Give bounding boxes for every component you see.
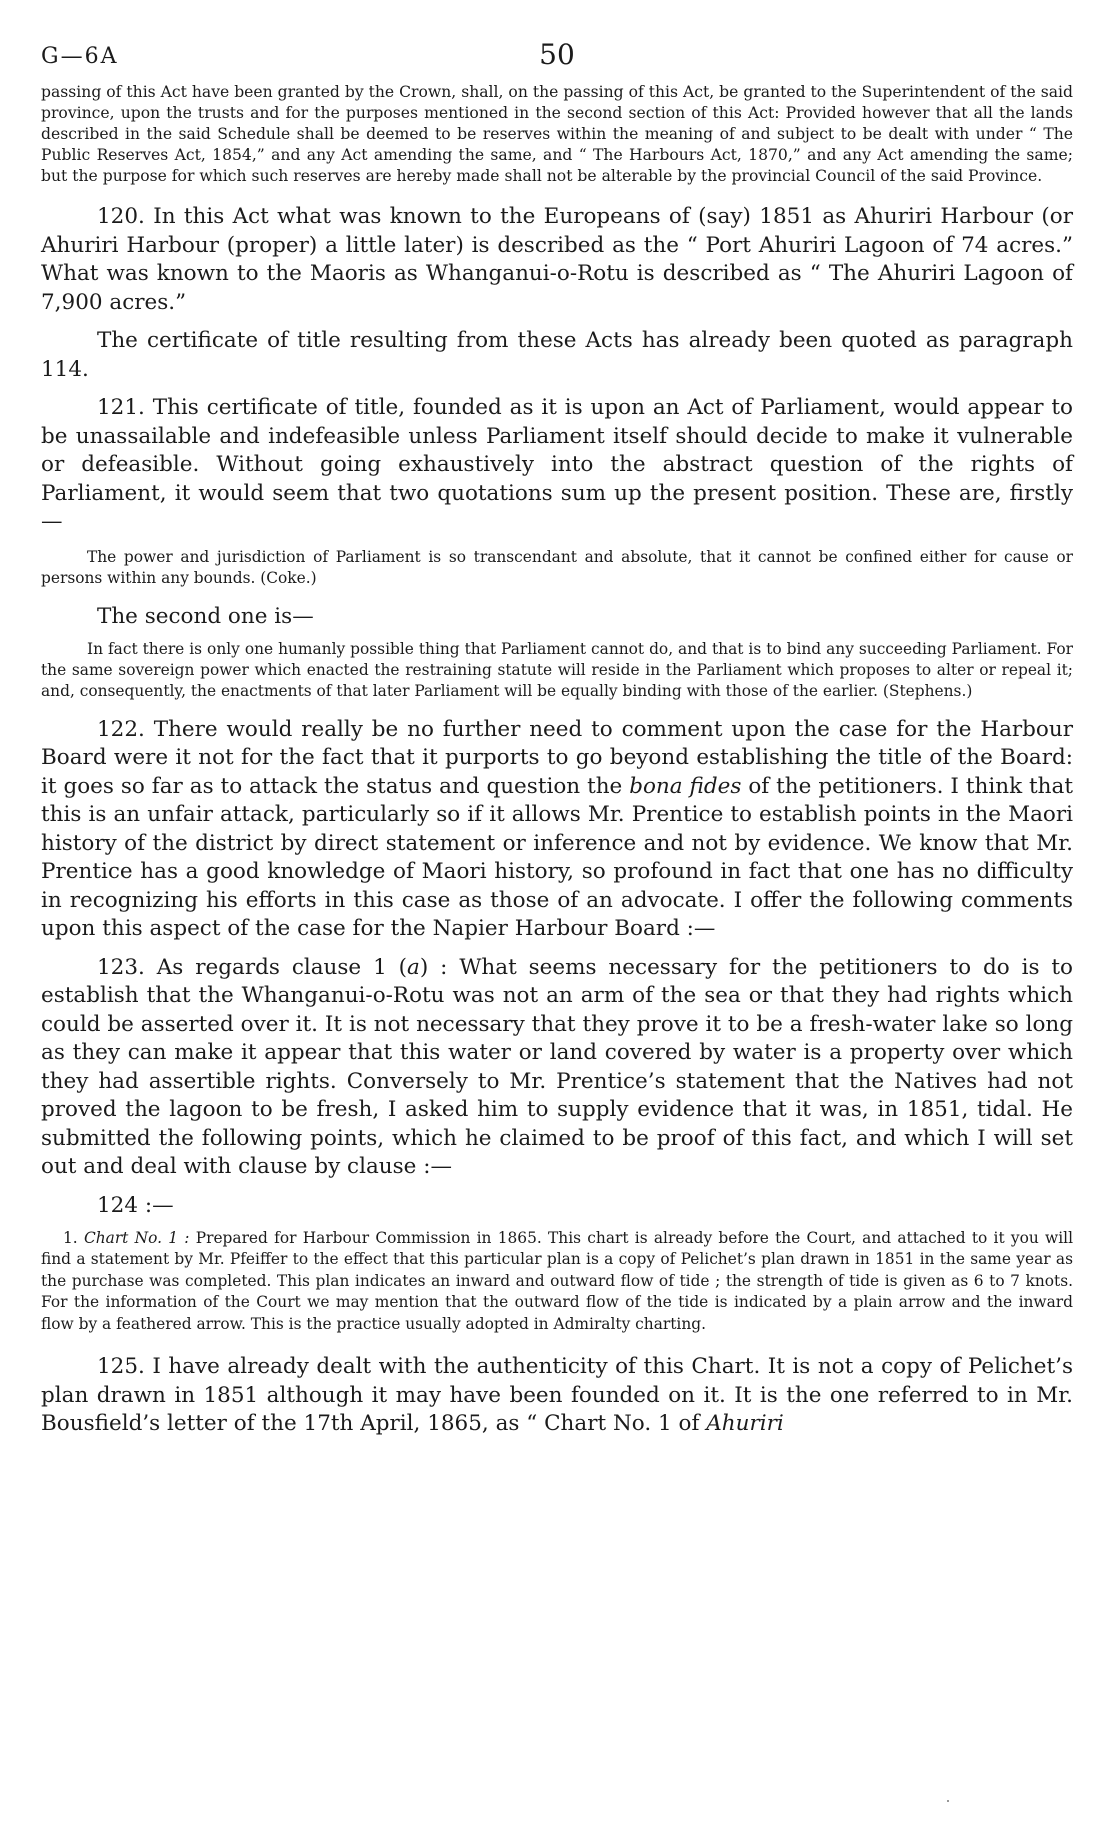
page-header bbox=[41, 30, 1073, 82]
list-item-title: Chart No. 1 : bbox=[83, 1228, 190, 1247]
list-item-number: 1. bbox=[63, 1228, 84, 1247]
paragraph-122-emphasis: bona fides bbox=[629, 773, 742, 799]
page-number: 50 bbox=[539, 38, 575, 71]
second-quote-lead: The second one is— bbox=[97, 603, 314, 629]
quotation-coke: The power and jurisdiction of Parliament is so transcendant and absolute, that it cannot be confined either for cause or persons within any bounds. (Coke.) bbox=[41, 547, 1073, 587]
paragraph-122-text-a: 122. There would really be no further need to comment upon the case for the Harbour Board were it not for the fact that it purports to go beyond establishing the title of the Board: it goes so far as to attack the status and question the bbox=[41, 716, 1073, 799]
paragraph-124-lead: 124 :— bbox=[97, 1192, 174, 1218]
scan-speck bbox=[947, 1800, 949, 1802]
paragraph-122 bbox=[41, 716, 1073, 944]
paragraph-120: 120. In this Act what was known to the Europeans of (say) 1851 as Ahuriri Harbour (or Ahuriri Harbour (proper) a little later) is described as the “ Port Ahuriri Lagoon of 74 acres.” What was known to the Maoris as Whanganui-o-Rotu is described as “ The Ahuriri Lagoon of 7,900 acres.” bbox=[41, 204, 1073, 315]
list-item-chart-1 bbox=[41, 1228, 1073, 1336]
document-page bbox=[41, 30, 1073, 1800]
paragraph-120-continued: The certificate of title resulting from these Acts has already been quoted as paragraph 114. bbox=[41, 328, 1073, 382]
paragraph-121: 121. This certificate of title, founded as it is upon an Act of Parliament, would appear to be unassailable and indefeasible unless Parliament itself should decide to make it vulnerable or defeasible. Without going exhaustively into the abstract question of the rights of Parliament, it would seem that two quotations sum up the present position. These are, firstly— bbox=[41, 395, 1073, 534]
paragraph-123-text-b: ) : What seems necessary for the petitioners to do is to establish that the Whanganui-o-Rotu was not an arm of the sea or that they had rights which could be asserted over it. It is not necessary that they prove it to be a fresh-water lake so long as they can make it appear that this water or land covered by water is a property over which they had assertible rights. Conversely to Mr. Prentice’s statement that the Natives had not proved the lagoon to be fresh, I asked him to supply evidence that it was, in 1851, tidal. He submitted the following points, which he claimed to be proof of this fact, and which I will set out and deal with clause by clause :— bbox=[41, 954, 1073, 1179]
paragraph-125-text: 125. I have already dealt with the authenticity of this Chart. It is not a copy of Pelichet’s plan drawn in 1851 although it may have been founded on it. It is the one referred to in Mr. Bousfield’s letter of the 17th April, 1865, as “ Chart No. 1 of bbox=[41, 1354, 1073, 1436]
intro-paragraph: passing of this Act have been granted by the Crown, shall, on the passing of this Act, be granted to the Superintendent of the said province, upon the trusts and for the purposes mentioned in the second section of this Act: Provided however that all the lands described in the said Schedule shall be deemed to be reserves within the meaning of and subject to be dealt with under “ The Public Reserves Act, 1854,” and any Act amending the same, and “ The Harbours Act, 1870,” and any Act amending the same; but the purpose for which such reserves are hereby made shall not be alterable by the provincial Council of the said Province. bbox=[41, 83, 1073, 185]
paragraph-123-text-a: 123. As regards clause 1 ( bbox=[97, 954, 408, 980]
paragraph-123-emphasis: a bbox=[407, 954, 420, 980]
document-reference: G—6A bbox=[41, 44, 119, 69]
quotation-stephens: In fact there is only one humanly possible thing that Parliament cannot do, and that is to bind any succeeding Parliament. For the same sovereign power which enacted the restraining statute will reside in the Parliament which proposes to alter or repeal it; and, consequently, the enactments of that later Parliament will be equally binding with those of the earlier. (Stephens.) bbox=[41, 639, 1073, 700]
paragraph-125 bbox=[41, 1353, 1073, 1439]
list-item-text: Prepared for Harbour Commission in 1865. This chart is already before the Court, and attached to it you will find a statement by Mr. Pfeiffer to the effect that this particular plan is a copy of Pelichet’s plan drawn in 1851 in the same year as the purchase was completed. This plan indicates an inward and outward flow of tide ; the strength of tide is given as 6 to 7 knots. For the information of the Court we may mention that the outward flow of the tide is indicated by a plain arrow and the inward flow by a feathered arrow. This is the practice usually adopted in Admiralty charting. bbox=[41, 1228, 1073, 1333]
paragraph-125-emphasis: Ahuriri bbox=[706, 1411, 784, 1436]
paragraph-122-text-b: of the petitioners. I think that this is an unfair attack, particularly so if it allows Mr. Prentice to establish points in the Maori history of the district by direct statement or inference and not by evidence. We know that Mr. Prentice has a good knowledge of Maori history, so profound in fact that one has no difficulty in recognizing his efforts in this case as those of an advocate. I offer the following comments upon this aspect of the case for the Napier Harbour Board :— bbox=[41, 773, 1073, 941]
paragraph-123 bbox=[41, 954, 1073, 1182]
